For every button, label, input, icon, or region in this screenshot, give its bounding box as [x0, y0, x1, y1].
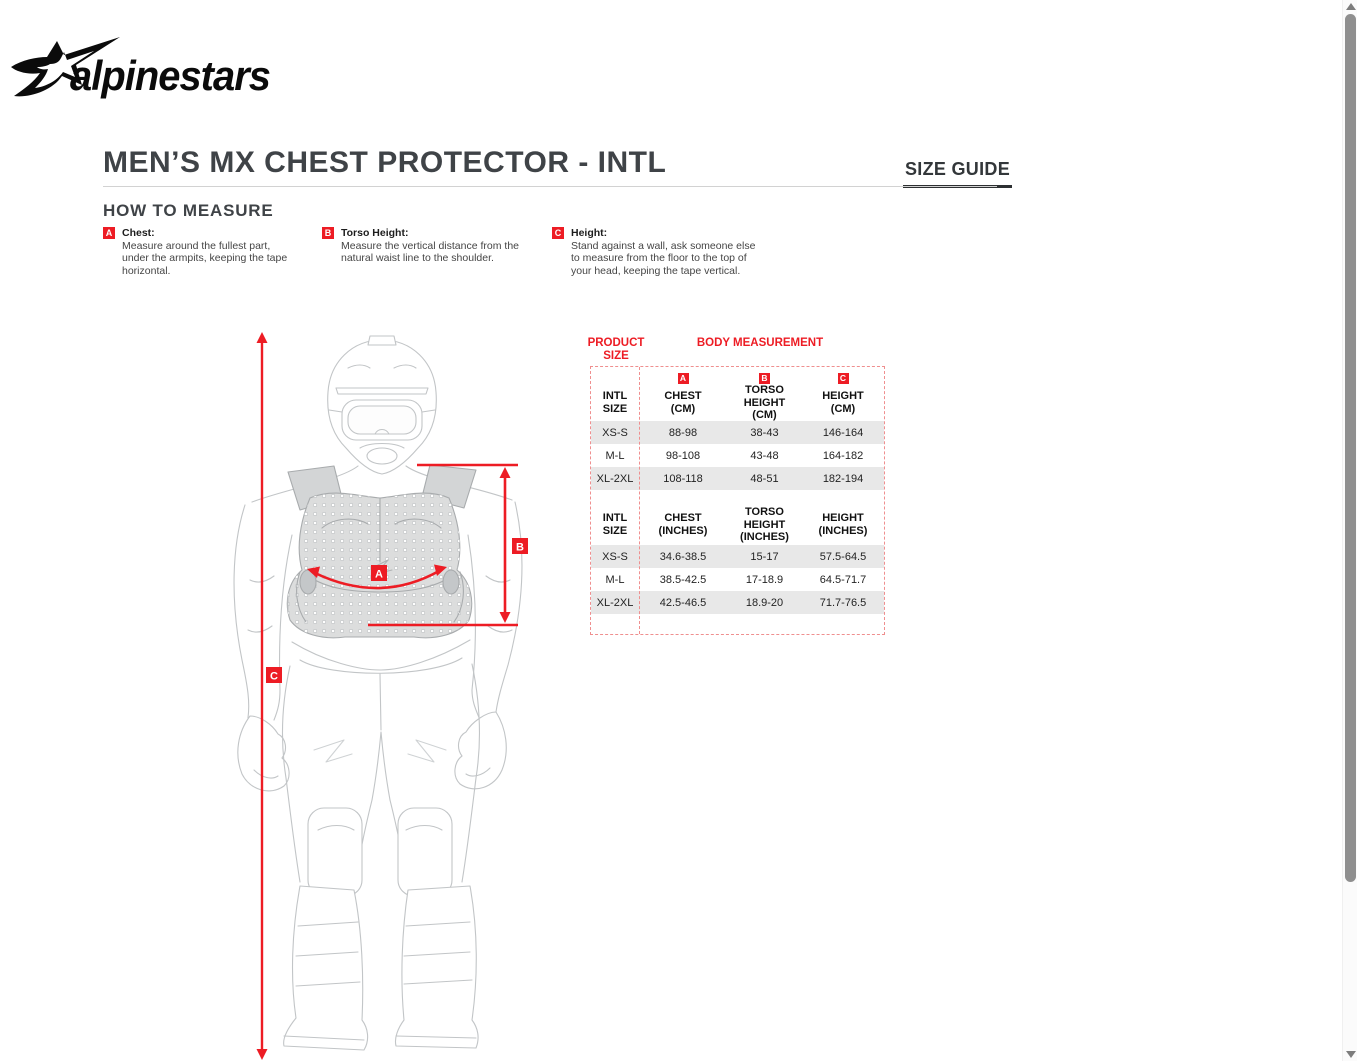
- helmet-icon: [328, 336, 437, 474]
- chest-protector-icon: [287, 480, 472, 638]
- letter-badge-b: B: [322, 227, 334, 239]
- scrollbar-thumb[interactable]: [1345, 14, 1356, 882]
- alpinestars-logo-text: alpinestars: [70, 52, 270, 99]
- figure-label-a: [371, 565, 387, 581]
- alpinestars-logo: [4, 34, 284, 106]
- height-arrow-c: [257, 332, 268, 1060]
- rider-measurement-figure: [230, 330, 530, 1061]
- rider-line-art: [234, 336, 522, 1050]
- instruction-text: Stand against a wall, ask someone else to measure from the floor to the top of your head, keeping the tape vertical.: [571, 240, 756, 277]
- table-row: XS-S 88-98 38-43 146-164: [591, 421, 884, 444]
- table-column-divider: [639, 367, 640, 634]
- col-letter-b: B: [759, 373, 770, 384]
- boot-icon: [284, 886, 478, 1050]
- how-to-measure-heading: HOW TO MEASURE: [103, 201, 274, 220]
- size-tables: [587, 337, 885, 635]
- size-guide-tab[interactable]: SIZE GUIDE: [903, 159, 1012, 188]
- instruction-text: Measure the vertical distance from the natural waist line to the shoulder.: [341, 240, 519, 265]
- measure-instruction-chest: [103, 227, 289, 277]
- table-row: XL-2XL 42.5-46.5 18.9-20 71.7-76.5: [591, 591, 884, 614]
- col-letter-c: C: [838, 373, 849, 384]
- letter-badge-c: C: [552, 227, 564, 239]
- instruction-text: Measure around the fullest part, under the armpits, keeping the tape horizontal.: [122, 240, 288, 277]
- figure-label-c: [266, 667, 282, 683]
- table-row: M-L 38.5-42.5 17-18.9 64.5-71.7: [605, 573, 867, 586]
- scroll-up-icon[interactable]: [1346, 3, 1356, 10]
- svg-text:A: A: [375, 568, 383, 581]
- measure-instruction-torso-height: [322, 227, 522, 265]
- pants-icon: [283, 664, 480, 896]
- letter-badge-a: A: [103, 227, 115, 239]
- scrollbar[interactable]: [1342, 0, 1357, 1061]
- instruction-title: Torso Height:: [341, 227, 409, 239]
- table-row: XL-2XL 108-118 48-51 182-194: [591, 467, 884, 490]
- instruction-title: Chest:: [122, 227, 155, 239]
- size-table-box: [590, 366, 885, 635]
- svg-text:B: B: [516, 541, 524, 554]
- table-letter-row: [591, 367, 884, 384]
- cm-table-header: INTL SIZE CHEST (CM) TORSO HEIGHT (CM) HEIGHT (CM): [602, 384, 864, 422]
- table-row: M-L 98-108 43-48 164-182: [605, 449, 864, 462]
- title-divider: [103, 186, 997, 187]
- measure-instruction-height: [552, 227, 766, 277]
- instruction-title: Height:: [571, 227, 608, 239]
- glove-icon: [238, 712, 506, 791]
- figure-label-b: [512, 538, 528, 554]
- table-row: XS-S 34.6-38.5 15-17 57.5-64.5: [591, 545, 884, 568]
- col-letter-a: A: [678, 373, 689, 384]
- inches-table-header: INTL SIZE CHEST (INCHES) TORSO HEIGHT (INCHES) HEIGHT (INCHES): [602, 506, 868, 544]
- scroll-down-icon[interactable]: [1346, 1051, 1356, 1058]
- page-title: MEN’S MX CHEST PROTECTOR - INTL: [103, 146, 667, 179]
- svg-text:C: C: [270, 670, 278, 683]
- body-measurement-header: BODY MEASUREMENT: [696, 337, 824, 349]
- product-size-header: PRODUCT SIZE: [587, 337, 645, 362]
